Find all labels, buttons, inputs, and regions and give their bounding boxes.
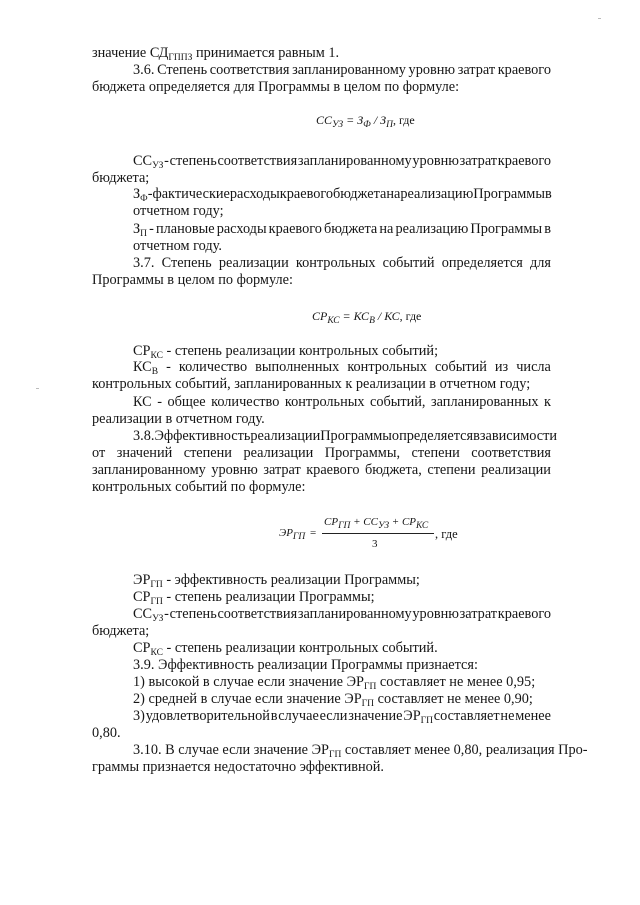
- text-line: реализации в отчетном году.: [92, 411, 265, 427]
- definition-crgp: $СР_{ГП}$ - степень реализации Программы;: [133, 589, 375, 607]
- text-line: бюджета определяется для Программы в целом по формуле:: [92, 79, 460, 95]
- text-line: отчетном году.: [133, 238, 222, 254]
- definition-ks: КС - общее количество контрольных событий, запланированных к: [133, 394, 551, 410]
- list-item: 3) удовлетворительной в случае если значение $ЭР_{ГП}$ составляет не менее: [133, 708, 551, 726]
- paragraph-3-9: 3.9. Эффективность реализации Программы признается:: [133, 657, 478, 673]
- text-line: контрольных событий, запланированных к реализации в отчетном году;: [92, 376, 531, 392]
- formula-numerator: $СР_{ГП} + СС_{УЗ} + СР_{КС}$: [324, 516, 429, 531]
- text-line: запланированному уровню затрат краевого бюджета, степени реализации: [92, 462, 551, 478]
- definition-crks-2: $СР_{КС}$ - степень реализации контрольных событий.: [133, 640, 438, 658]
- formula-crks: $СР_{КС} = КС_В$ / КС, где: [312, 309, 422, 326]
- paragraph-3-7: 3.7. Степень реализации контрольных событий определяется для: [133, 255, 551, 271]
- text-line: от значений степени реализации Программы, степени соответствия: [92, 445, 551, 461]
- scan-mark: [598, 18, 601, 19]
- text-line: Программы в целом по формуле:: [92, 272, 293, 288]
- text-line: отчетном году;: [133, 203, 224, 219]
- formula-denominator: 3: [372, 538, 378, 550]
- paragraph-3-8: 3.8. Эффективность реализации Программы определяется в зависимости: [133, 428, 558, 444]
- text-line: граммы признается недостаточно эффективной.: [92, 759, 384, 775]
- definition-ssuz: $СС_{УЗ}$ - степень соответствия запланированному уровню затрат краевого: [133, 153, 551, 171]
- text-line: бюджета;: [92, 170, 150, 186]
- list-item: 1) высокой в случае если значение $ЭР_{ГП}$ составляет не менее 0,95;: [133, 674, 536, 692]
- definition-ergp: $ЭР_{ГП}$ - эффективность реализации Программы;: [133, 572, 420, 590]
- text-line: значение $СД_{ГППЗ}$ принимается равным 1.: [92, 45, 340, 63]
- definition-zp: $З_П$ - плановые расходы краевого бюджета на реализацию Программы в: [133, 221, 551, 239]
- text-line: 0,80.: [92, 725, 121, 741]
- formula-where: , где: [435, 527, 458, 541]
- text-line: контрольных событий по формуле:: [92, 479, 306, 495]
- definition-crks: $СР_{КС}$ - степень реализации контрольных событий;: [133, 343, 439, 361]
- definition-zf: $З_Ф$ - фактические расходы краевого бюджета на реализацию Программы в: [133, 186, 552, 204]
- paragraph-3-6: 3.6. Степень соответствия запланированному уровню затрат краевого: [133, 62, 551, 78]
- definition-ksv: $КС_В$ - количество выполненных контрольных событий из числа: [133, 359, 551, 377]
- list-item: 2) средней в случае если значение $ЭР_{ГП}$ составляет не менее 0,90;: [133, 691, 533, 709]
- formula-equals: =: [310, 527, 317, 539]
- fraction-bar: [322, 533, 434, 534]
- formula-lhs: $ЭР_{ГП}$: [279, 527, 306, 542]
- text-line: бюджета;: [92, 623, 150, 639]
- scan-mark: [36, 388, 39, 389]
- definition-ssuz-2: $СС_{УЗ}$ - степень соответствия запланированному уровню затрат краевого: [133, 606, 551, 624]
- paragraph-3-10: 3.10. В случае если значение $ЭР_{ГП}$ составляет менее 0,80, реализация Про-: [133, 742, 588, 760]
- formula-ssuz: $СС_{УЗ} = З_Ф / З_П$, где: [316, 113, 415, 130]
